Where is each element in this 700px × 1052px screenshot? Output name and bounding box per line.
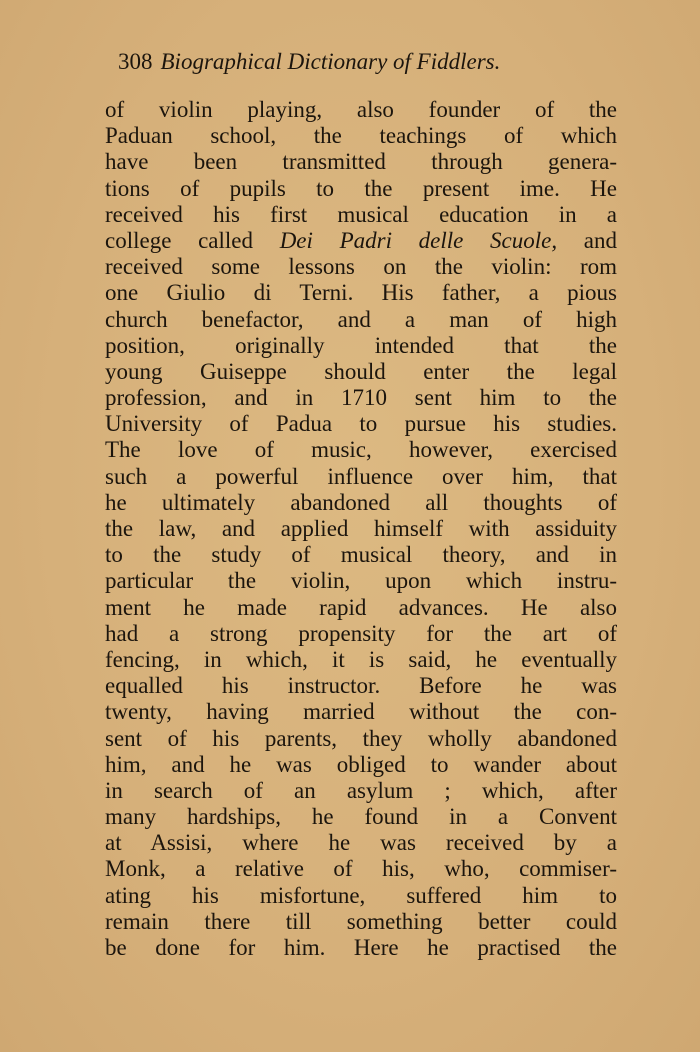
text-line: particular the violin, upon which instru-	[105, 568, 617, 594]
text-line: have been transmitted through genera-	[105, 149, 617, 175]
running-title: Biographical Dictionary of Fiddlers.	[160, 49, 501, 74]
text-line: in search of an asylum ; which, after	[105, 777, 617, 803]
text-line: him, and he was obliged to wander about	[105, 751, 617, 777]
text-line: be done for him. Here he practised the	[105, 935, 617, 960]
text-line: ating his misfortune, suffered him to	[105, 882, 617, 908]
text-line-with-italic	[105, 228, 617, 254]
text-line: equalled his instructor. Before he was	[105, 673, 617, 699]
text-line: at Assisi, where he was received by a	[105, 830, 617, 856]
text-line: Paduan school, the teachings of which	[105, 123, 617, 149]
text-line: University of Padua to pursue his studies.	[105, 411, 617, 437]
text-line: received some lessons on the violin: rom	[105, 254, 617, 280]
text-line: Monk, a relative of his, who, commiser-	[105, 856, 617, 882]
text-line: tions of pupils to the present ime. He	[105, 175, 617, 201]
text-line: one Giulio di Terni. His father, a pious	[105, 280, 617, 306]
text-line: position, originally intended that the	[105, 332, 617, 358]
text-line: remain there till something better could	[105, 908, 617, 934]
text-line: to the study of musical theory, and in	[105, 542, 617, 568]
text-line: young Guiseppe should enter the legal	[105, 358, 617, 384]
italic-college-name: Dei Padri delle Scuole,	[279, 227, 558, 253]
text-line-segment: and	[557, 227, 617, 253]
text-line: many hardships, he found in a Convent	[105, 804, 617, 830]
text-line: profession, and in 1710 sent him to the	[105, 385, 617, 411]
text-line: the law, and applied himself with assiduity	[105, 516, 617, 541]
body-text	[105, 97, 617, 961]
text-line: had a strong propensity for the art of	[105, 620, 617, 646]
text-line: The love of music, however, exercised	[105, 437, 617, 463]
running-header	[118, 44, 588, 80]
text-line: sent of his parents, they wholly abandoned	[105, 725, 617, 751]
text-line: he ultimately abandoned all thoughts of	[105, 489, 617, 515]
text-line-segment: college called	[105, 227, 280, 253]
text-line: fencing, in which, it is said, he eventually	[105, 646, 617, 672]
text-line: received his first musical education in a	[105, 201, 617, 227]
text-line: church benefactor, and a man of high	[105, 306, 617, 332]
page-number: 308	[118, 49, 153, 74]
text-line: twenty, having married without the con-	[105, 699, 617, 725]
text-line: of violin playing, also founder of the	[105, 97, 617, 122]
text-line: ment he made rapid advances. He also	[105, 594, 617, 620]
text-line: such a powerful influence over him, that	[105, 463, 617, 489]
